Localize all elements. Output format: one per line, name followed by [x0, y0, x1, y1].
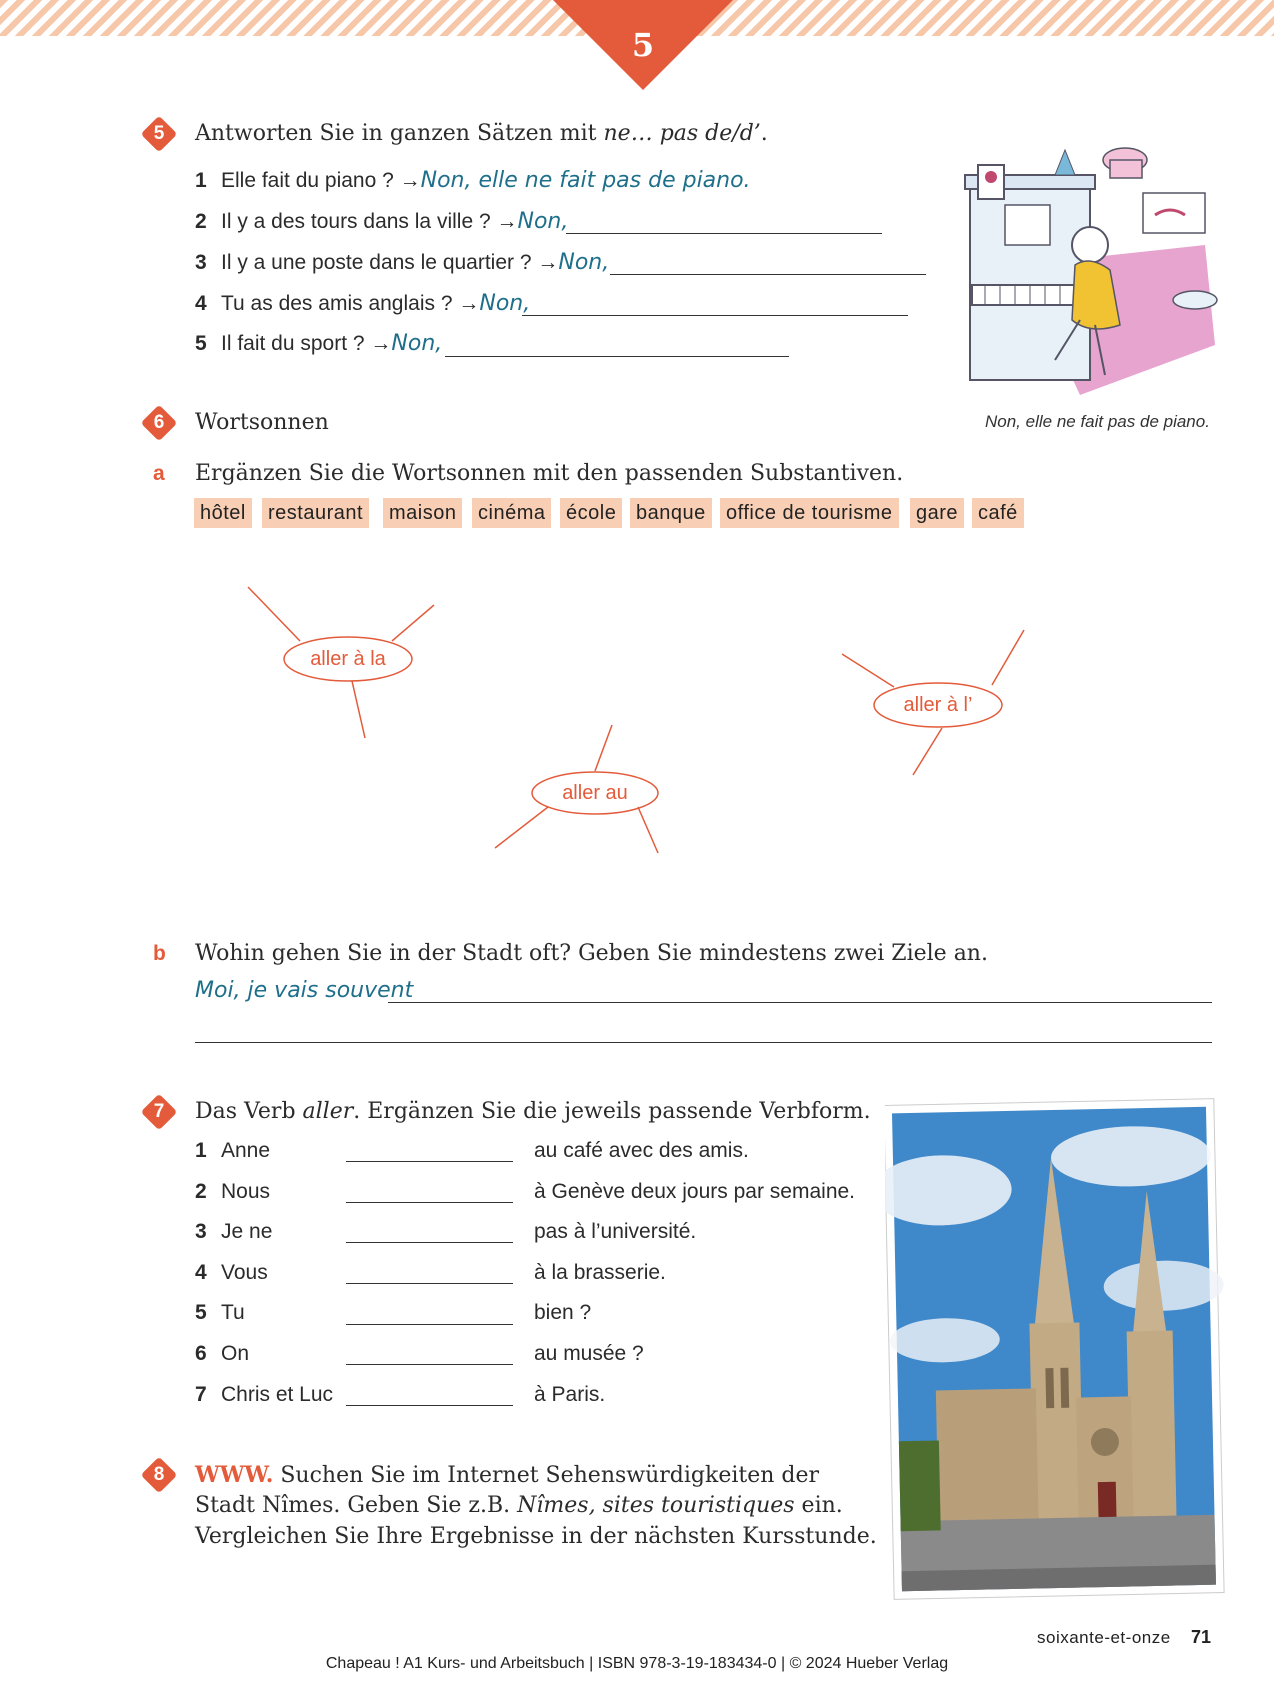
ex6b-instruction: Wohin gehen Sie in der Stadt oft? Geben Sie mindestens zwei Ziele an. — [195, 941, 988, 966]
chapter-number: 5 — [631, 26, 655, 64]
piano-girl-illustration — [960, 135, 1220, 400]
ex7-instruction: Das Verb aller. Ergänzen Sie die jeweils passende Verbform. — [195, 1099, 871, 1124]
ex7-item-6: 6 On — [195, 1342, 250, 1365]
ex7-rest-6: au musée ? — [534, 1342, 644, 1365]
ex7-blank-2[interactable] — [346, 1202, 513, 1203]
ex6b-letter: b — [153, 942, 166, 965]
ex7-item-7: 7 Chris et Luc — [195, 1383, 334, 1406]
page-word: soixante-et-onze — [1037, 1628, 1171, 1647]
ex5-answer-line-5[interactable] — [445, 356, 789, 357]
ex8-number: 8 — [153, 1464, 165, 1485]
ex5-instruction: Antworten Sie in ganzen Sätzen mit ne… pas de/d’. — [195, 121, 768, 146]
word-tag-hotel[interactable]: hôtel — [194, 498, 252, 528]
ex7-blank-7[interactable] — [346, 1405, 513, 1406]
ex7-blank-3[interactable] — [346, 1242, 513, 1243]
ex8-line1: WWW. Suchen Sie im Internet Sehenswürdigkeiten der — [195, 1462, 820, 1488]
ex7-item-2: 2 Nous — [195, 1180, 271, 1203]
ex7-item-4: 4 Vous — [195, 1261, 268, 1284]
word-tag-gare[interactable]: gare — [910, 498, 964, 528]
ex6-number: 6 — [153, 412, 165, 433]
sun-label-au: aller au — [562, 782, 628, 804]
ex6b-starter: Moi, je vais souvent — [195, 978, 414, 1003]
ex8-line2: Stadt Nîmes. Geben Sie z.B. Nîmes, sites touristiques ein. — [195, 1493, 843, 1518]
ex5-number: 5 — [153, 123, 165, 144]
ex7-rest-5: bien ? — [534, 1301, 592, 1324]
page-number: 71 — [1191, 1627, 1212, 1647]
ex5-answer-line-3[interactable] — [610, 274, 926, 275]
sun-label-a-la: aller à la — [310, 648, 386, 670]
ex7-blank-1[interactable] — [346, 1161, 513, 1162]
ex7-rest-4: à la brasserie. — [534, 1261, 666, 1284]
word-tag-ecole[interactable]: école — [560, 498, 622, 528]
ex6a-letter: a — [153, 462, 165, 485]
ex6b-answer-line-2[interactable] — [195, 1042, 1212, 1043]
illustration-caption: Non, elle ne fait pas de piano. — [985, 412, 1210, 431]
ex6-title: Wortsonnen — [195, 410, 329, 435]
ex7-item-1: 1 Anne — [195, 1139, 271, 1162]
ex6b-answer-line-1[interactable] — [388, 1002, 1212, 1003]
word-tag-restaurant[interactable]: restaurant — [262, 498, 369, 528]
word-tag-cinema[interactable]: cinéma — [472, 498, 551, 528]
ex5-answer-line-4[interactable] — [522, 315, 908, 316]
ex6a-instruction: Ergänzen Sie die Wortsonnen mit den passenden Substantiven. — [195, 461, 904, 486]
ex5-item-1: 1 Elle fait du piano ? →Non, elle ne fait pas de piano. — [195, 168, 751, 193]
ex7-number: 7 — [153, 1101, 165, 1122]
footer-credit: Chapeau ! A1 Kurs- und Arbeitsbuch | ISBN 978-3-19-183434-0 | © 2024 Hueber Verlag — [325, 1655, 949, 1672]
ex7-rest-2: à Genève deux jours par semaine. — [534, 1180, 856, 1203]
ex7-blank-6[interactable] — [346, 1364, 513, 1365]
ex8-www: WWW. — [195, 1462, 274, 1488]
ex7-item-3: 3 Je ne — [195, 1220, 273, 1243]
word-tag-banque[interactable]: banque — [630, 498, 712, 528]
ex8-line3: Vergleichen Sie Ihre Ergebnisse in der nächsten Kursstunde. — [195, 1524, 877, 1549]
ex5-item-2: 2 Il y a des tours dans la ville ? →Non, — [195, 209, 569, 234]
ex5-item-5: 5 Il fait du sport ? →Non, — [195, 331, 443, 356]
ex5-answer-line-2[interactable] — [566, 233, 882, 234]
ex7-blank-4[interactable] — [346, 1283, 513, 1284]
ex7-rest-1: au café avec des amis. — [534, 1139, 749, 1162]
ex7-item-5: 5 Tu — [195, 1301, 245, 1324]
ex7-rest-7: à Paris. — [534, 1383, 606, 1406]
sun-label-a-l: aller à l’ — [903, 694, 973, 716]
word-tag-maison[interactable]: maison — [383, 498, 462, 528]
ex7-rest-3: pas à l’université. — [534, 1220, 697, 1243]
cathedral-photo — [885, 1098, 1225, 1603]
ex5-item-4: 4 Tu as des amis anglais ? →Non, — [195, 291, 531, 316]
word-tag-office-de-tourisme[interactable]: office de tourisme — [720, 498, 899, 528]
ex5-item-3: 3 Il y a une poste dans le quartier ? →Non, — [195, 250, 610, 275]
word-tag-cafe[interactable]: café — [972, 498, 1024, 528]
ex7-blank-5[interactable] — [346, 1324, 513, 1325]
